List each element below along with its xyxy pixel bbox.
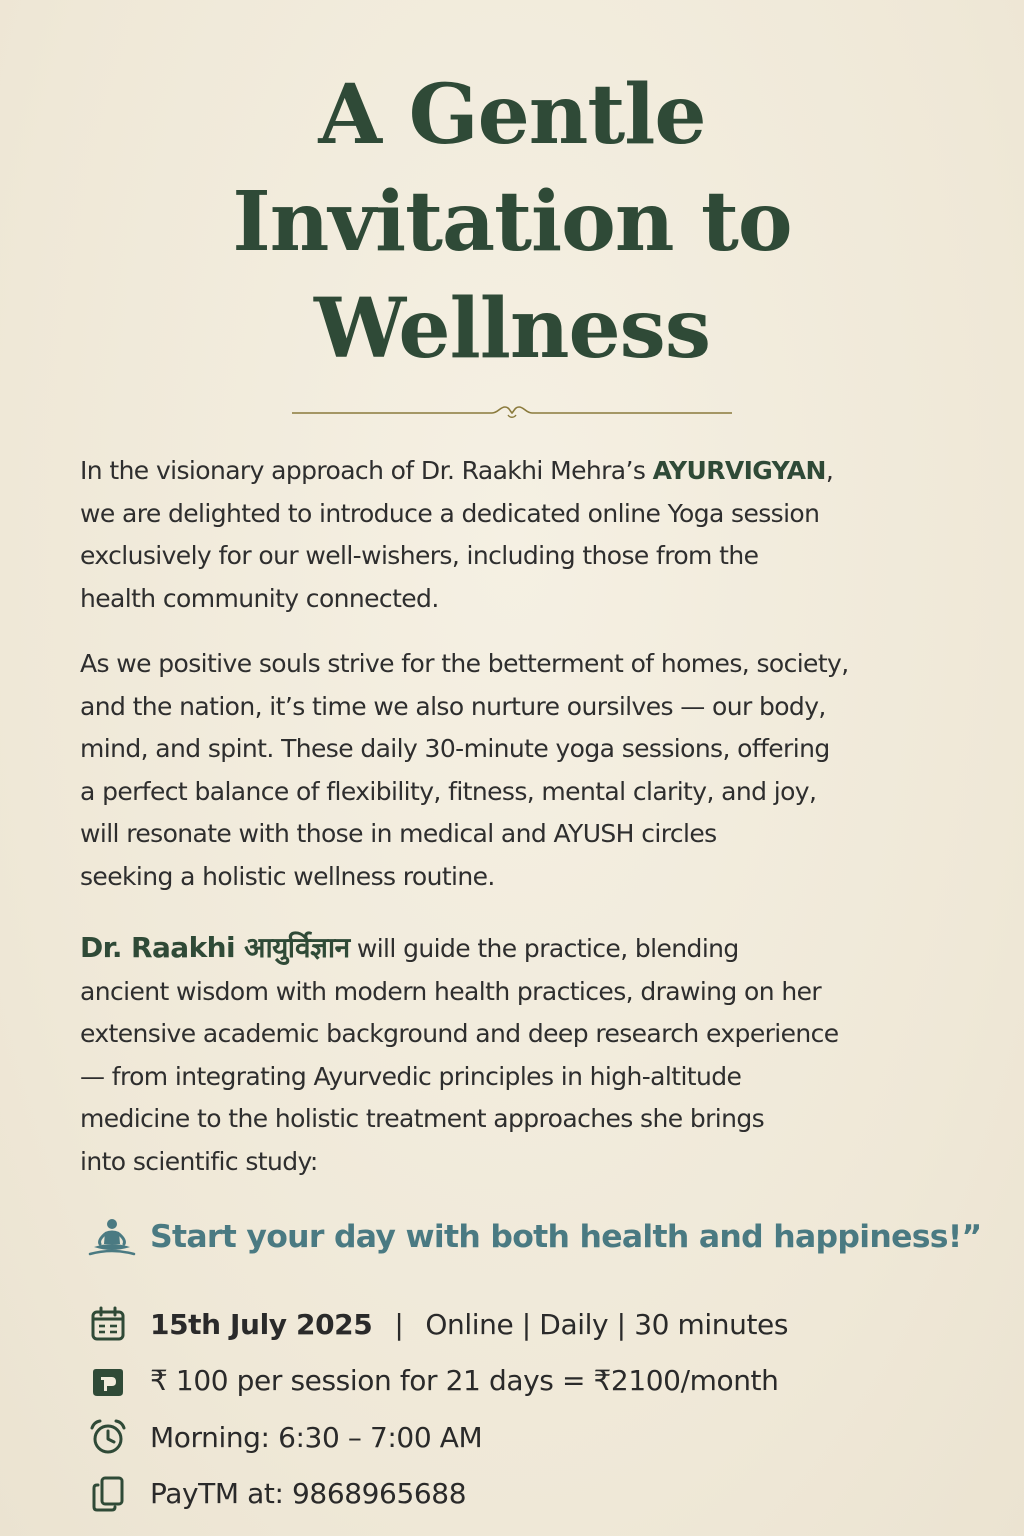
wallet-icon bbox=[88, 1361, 128, 1401]
tagline bbox=[88, 1212, 1008, 1262]
title-line-1: A Gentle bbox=[318, 67, 706, 163]
calendar-icon bbox=[88, 1304, 128, 1344]
intro-line-4: health community connected. bbox=[80, 583, 439, 613]
page-title bbox=[0, 62, 1024, 383]
event-details bbox=[88, 1296, 988, 1522]
intro-paragraph bbox=[80, 450, 960, 620]
guide-line-6: into scientific study: bbox=[80, 1146, 318, 1176]
brand-name: AYURVIGYAN bbox=[652, 456, 826, 485]
detail-date bbox=[88, 1296, 988, 1353]
separator: | bbox=[394, 1307, 404, 1341]
title-line-3: Wellness bbox=[314, 281, 710, 377]
tagline-text: Start your day with both health and happiness!” bbox=[150, 1219, 982, 1255]
guide-line-1 bbox=[80, 927, 960, 971]
guide-line-2: ancient wisdom with modern health practices, drawing on her bbox=[80, 976, 822, 1006]
detail-payment bbox=[88, 1466, 988, 1523]
purpose-line-4: a perfect balance of flexibility, fitness, mental clarity, and joy, bbox=[80, 776, 817, 806]
intro-line-3: exclusively for our well-wishers, including those from the bbox=[80, 541, 759, 570]
event-time: Morning: 6:30 – 7:00 AM bbox=[150, 1420, 483, 1454]
intro-text: In the visionary approach of Dr. Raakhi Mehra’s bbox=[80, 456, 653, 485]
alarm-clock-icon bbox=[88, 1417, 128, 1457]
purpose-line-6: seeking a holistic wellness routine. bbox=[80, 861, 495, 891]
intro-line-2: we are delighted to introduce a dedicated online Yoga session bbox=[80, 498, 820, 528]
purpose-line-5: will resonate with those in medical and AYUSH circles bbox=[80, 819, 717, 848]
guide-line-3: extensive academic background and deep research experience bbox=[80, 1019, 839, 1048]
intro-punct: , bbox=[825, 456, 834, 485]
event-fee: ₹ 100 per session for 21 days = ₹2100/month bbox=[150, 1364, 779, 1398]
payment-info: PayTM at: 9868965688 bbox=[150, 1477, 467, 1511]
intro-line-1 bbox=[80, 450, 960, 493]
title-line-2: Invitation to bbox=[232, 174, 792, 270]
meditation-icon bbox=[88, 1216, 136, 1258]
event-date: 15th July 2025 bbox=[150, 1307, 373, 1341]
guide-name: Dr. Raakhi आयुर्विज्ञान bbox=[80, 931, 350, 964]
purpose-line-2: and the nation, it’s time we also nurture oursilves — our body, bbox=[80, 691, 826, 721]
guide-line-4: — from integrating Ayurvedic principles in high-altitude bbox=[80, 1061, 742, 1091]
copy-icon bbox=[88, 1474, 128, 1514]
detail-time bbox=[88, 1409, 988, 1466]
detail-fee bbox=[88, 1353, 988, 1410]
event-schedule: Online | Daily | 30 minutes bbox=[425, 1307, 789, 1341]
purpose-line-1: As we positive souls strive for the betterment of homes, society, bbox=[80, 649, 849, 678]
ornamental-divider bbox=[292, 402, 732, 426]
purpose-paragraph bbox=[80, 643, 960, 898]
guide-text: will guide the practice, blending bbox=[349, 934, 739, 963]
purpose-line-3: mind, and spint. These daily 30-minute yoga sessions, offering bbox=[80, 734, 830, 763]
guide-paragraph bbox=[80, 927, 960, 1183]
guide-line-5: medicine to the holistic treatment approaches she brings bbox=[80, 1104, 765, 1133]
